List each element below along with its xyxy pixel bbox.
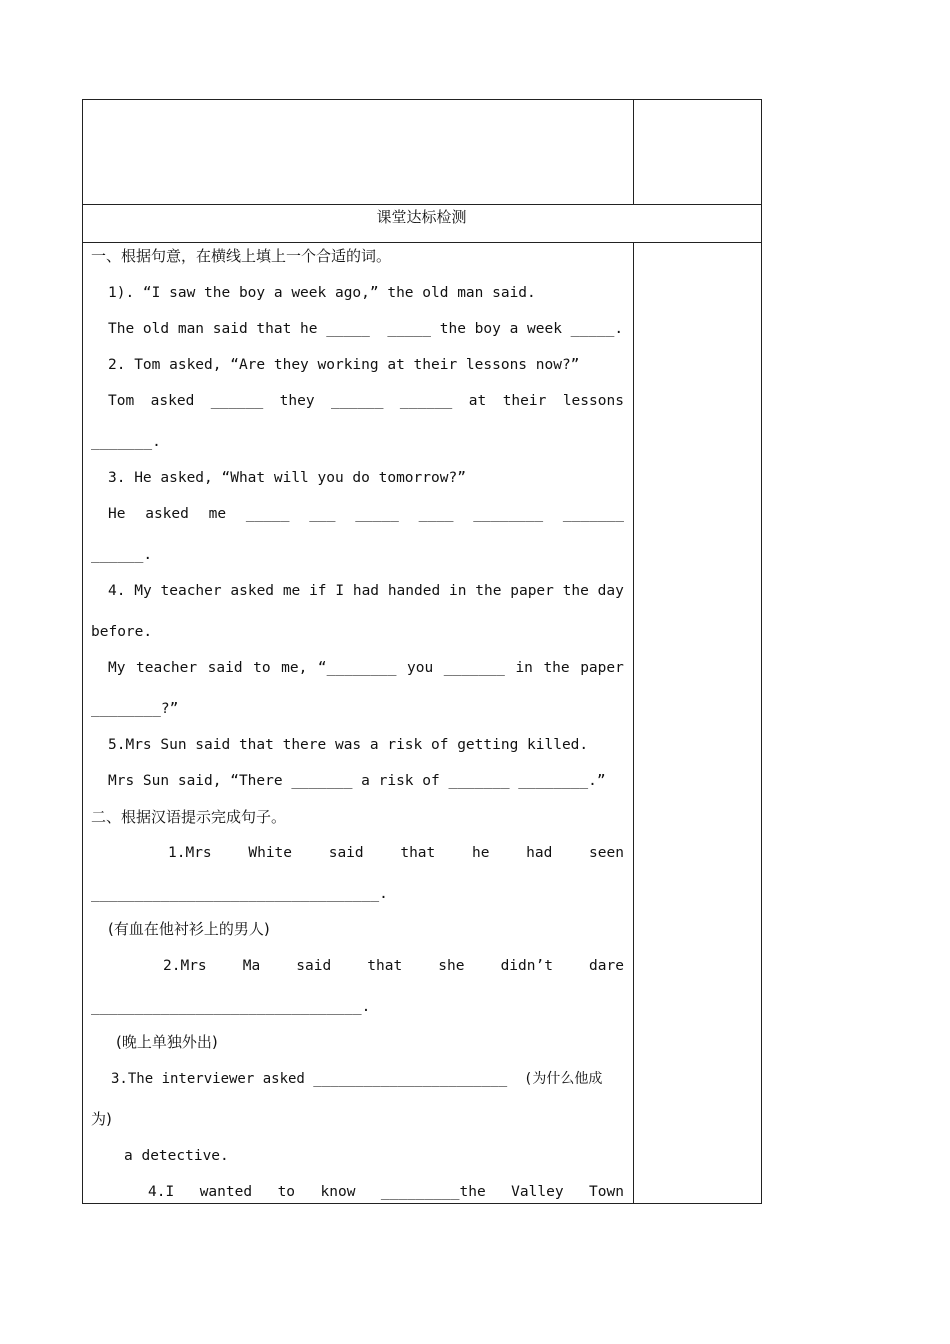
blank: ______: [399, 393, 453, 409]
q4-original-continued: before.: [91, 624, 153, 640]
word: that: [367, 958, 403, 974]
word: the: [475, 583, 502, 599]
word: paper: [580, 660, 624, 676]
word: said: [207, 660, 243, 676]
blank: _____: [355, 506, 399, 522]
q3-blank-sentence: [108, 505, 624, 523]
word: He: [108, 506, 126, 522]
word: didn’t: [500, 958, 553, 974]
blank: ______: [331, 393, 384, 409]
table-column-divider-top: [633, 99, 634, 205]
q3-original-sentence: 3. He asked, “What will you do tomorrow?”: [108, 470, 466, 486]
blank: _____: [245, 506, 290, 522]
word: day: [597, 583, 624, 599]
word: they: [279, 393, 315, 409]
word: 4.I: [148, 1184, 175, 1200]
table-bottom-border: [82, 1203, 762, 1204]
p2-q2-blank: _______________________________.: [91, 999, 371, 1015]
q5-original-sentence: 5.Mrs Sun said that there was a risk of getting killed.: [108, 737, 589, 753]
word: Valley: [511, 1184, 564, 1200]
q2-original-sentence: 2. Tom asked, “Are they working at their lessons now?”: [108, 357, 580, 373]
q1-original-sentence: 1). “I saw the boy a week ago,” the old man said.: [108, 285, 536, 301]
word: dare: [589, 958, 624, 974]
word: teacher: [160, 583, 222, 599]
q4-blank-sentence: [108, 659, 624, 677]
blank-word: _________the: [380, 1184, 486, 1200]
table-column-divider-bottom: [633, 242, 634, 1204]
word: Tom: [108, 393, 135, 409]
word: the: [562, 583, 589, 599]
p2-q1-blank: _________________________________.: [91, 886, 388, 902]
word: asked: [230, 583, 275, 599]
word: wanted: [199, 1184, 253, 1200]
word: teacher: [136, 660, 198, 676]
word: their: [502, 393, 547, 409]
blank: _______: [443, 660, 505, 676]
word: Town: [589, 1184, 624, 1200]
word: White: [248, 845, 293, 861]
word: lessons: [562, 393, 624, 409]
p2-q4-sentence: [148, 1183, 624, 1201]
word: I: [335, 583, 345, 599]
word: 1.Mrs: [168, 845, 212, 861]
q2-blank-sentence: [108, 392, 624, 410]
p2-q3-hint-continued: 为): [91, 1110, 112, 1128]
word: the: [543, 660, 570, 676]
word: me: [282, 583, 301, 599]
word: me,: [281, 660, 308, 676]
word: asked: [145, 506, 189, 522]
q1-blank-sentence: The old man said that he _____ _____ the boy a week _____.: [108, 321, 624, 337]
q5-blank-sentence: Mrs Sun said, “There _______ a risk of _______ ________.”: [108, 773, 606, 789]
word: you: [407, 660, 434, 676]
word: handed: [387, 583, 441, 599]
word: in: [449, 583, 467, 599]
q2-blank-continued: _______.: [91, 434, 161, 450]
blank: ___: [309, 506, 336, 522]
table-right-border: [761, 99, 762, 1204]
p2-q2-sentence: [163, 957, 624, 975]
q4-blank-continued: ________?”: [91, 701, 179, 717]
word: he: [471, 845, 490, 861]
table-row-divider-1: [82, 204, 762, 205]
word: seen: [589, 845, 624, 861]
word: said: [328, 845, 364, 861]
part1-heading: 一、根据句意，在横线上填上一个合适的词。: [91, 247, 392, 265]
word: 4.: [108, 583, 126, 599]
q3-blank-continued: ______.: [91, 547, 153, 563]
word: had: [526, 845, 553, 861]
word: had: [352, 583, 380, 599]
word: My: [134, 583, 152, 599]
word: that: [400, 845, 436, 861]
word: me: [208, 506, 227, 522]
blank: ____: [418, 506, 454, 522]
word: My: [108, 660, 126, 676]
word: said: [296, 958, 332, 974]
blank: “________: [317, 660, 397, 676]
part2-heading: 二、根据汉语提示完成句子。: [91, 808, 287, 826]
table-left-border: [82, 99, 83, 1204]
word: know: [320, 1184, 356, 1200]
table-row-divider-2: [82, 242, 762, 243]
word: Ma: [242, 958, 261, 974]
p2-q3-sentence: 3.The interviewer asked _______________________ (为什么他成: [111, 1071, 603, 1087]
blank: _______: [562, 506, 624, 522]
word: to: [277, 1184, 296, 1200]
blank: ______: [210, 393, 264, 409]
p2-q1-hint: (有血在他衬衫上的男人): [108, 920, 270, 938]
word: she: [438, 958, 465, 974]
table-top-border: [82, 99, 762, 100]
word: in: [515, 660, 533, 676]
word: at: [468, 393, 487, 409]
word: paper: [510, 583, 554, 599]
p2-q3-ending: a detective.: [124, 1148, 229, 1164]
word: 2.Mrs: [163, 958, 207, 974]
q4-original-sentence: [108, 582, 624, 600]
word: asked: [150, 393, 195, 409]
section-title: 课堂达标检测: [376, 208, 467, 226]
word: if: [309, 583, 327, 599]
p2-q2-hint: (晚上单独外出): [116, 1033, 218, 1051]
word: to: [253, 660, 271, 676]
blank: ________: [473, 506, 544, 522]
p2-q1-sentence: [168, 844, 624, 862]
